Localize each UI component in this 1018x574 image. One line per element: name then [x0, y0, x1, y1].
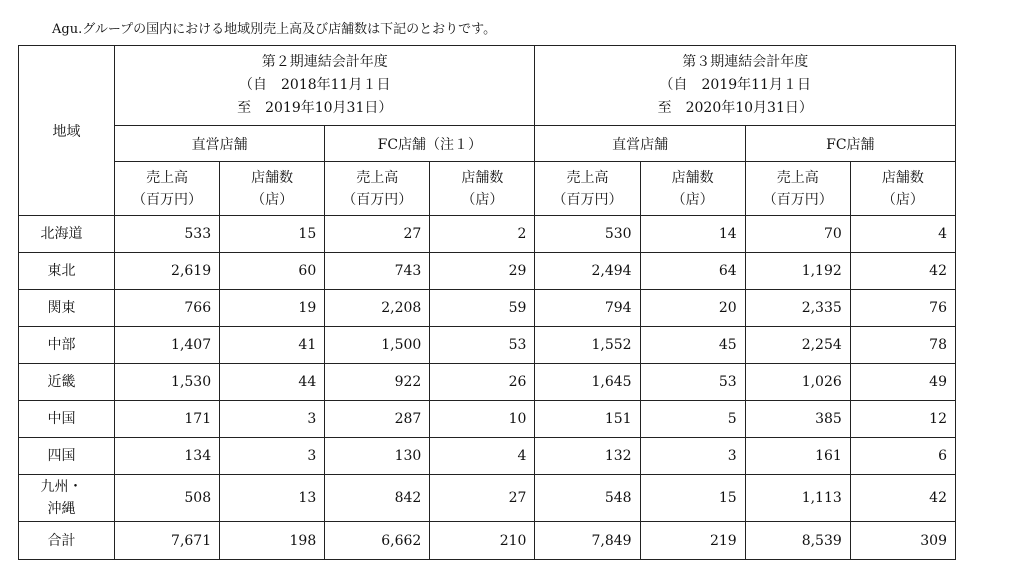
period-from: （自 2019年11月１日 — [659, 77, 811, 93]
period-title: 第３期連結会計年度 — [682, 54, 809, 70]
value-cell: 60 — [220, 253, 325, 290]
value-cell: 922 — [325, 364, 430, 401]
value-cell: 134 — [115, 438, 220, 475]
region-cell — [19, 475, 115, 522]
store-type-header: 直営店舗 — [535, 126, 745, 162]
value-cell: 27 — [430, 475, 535, 522]
metric-label: 売上高 — [356, 169, 399, 186]
value-cell: 1,645 — [535, 364, 640, 401]
regional-sales-table — [18, 45, 956, 560]
value-cell: 766 — [115, 290, 220, 327]
metric-unit: （店） — [881, 191, 924, 208]
value-cell: 210 — [430, 522, 535, 560]
store-type-header: FC店舗 — [745, 126, 955, 162]
value-cell: 130 — [325, 438, 430, 475]
value-cell: 287 — [325, 401, 430, 438]
value-cell: 1,026 — [745, 364, 850, 401]
metric-label: 売上高 — [776, 169, 819, 186]
value-cell: 53 — [430, 327, 535, 364]
value-cell: 78 — [850, 327, 955, 364]
header-row-metric — [19, 162, 956, 216]
table-row — [19, 290, 956, 327]
value-cell: 1,500 — [325, 327, 430, 364]
value-cell: 385 — [745, 401, 850, 438]
value-cell: 14 — [640, 216, 745, 253]
metric-header-cell — [220, 162, 325, 216]
metric-label: 店舗数 — [671, 169, 714, 186]
value-cell: 42 — [850, 475, 955, 522]
value-cell: 20 — [640, 290, 745, 327]
period-to: 至 2020年10月31日） — [657, 100, 813, 116]
value-cell: 1,113 — [745, 475, 850, 522]
region-name: 中国 — [47, 411, 76, 427]
value-cell: 41 — [220, 327, 325, 364]
value-cell: 70 — [745, 216, 850, 253]
value-cell: 7,849 — [535, 522, 640, 560]
metric-header-cell — [430, 162, 535, 216]
region-header-label: 地域 — [52, 123, 81, 140]
value-cell: 2,335 — [745, 290, 850, 327]
value-cell: 15 — [220, 216, 325, 253]
value-cell: 27 — [325, 216, 430, 253]
table-row — [19, 475, 956, 522]
value-cell: 171 — [115, 401, 220, 438]
value-cell: 5 — [640, 401, 745, 438]
region-header-cell — [19, 46, 115, 216]
table-row — [19, 364, 956, 401]
value-cell: 219 — [640, 522, 745, 560]
store-type-header: FC店舗（注１） — [325, 126, 535, 162]
value-cell: 198 — [220, 522, 325, 560]
value-cell: 6 — [850, 438, 955, 475]
region-name: 九州・ — [40, 479, 83, 495]
value-cell: 4 — [430, 438, 535, 475]
region-cell — [19, 364, 115, 401]
value-cell: 10 — [430, 401, 535, 438]
value-cell: 508 — [115, 475, 220, 522]
value-cell: 309 — [850, 522, 955, 560]
table-row — [19, 216, 956, 253]
metric-header-cell — [325, 162, 430, 216]
region-cell — [19, 216, 115, 253]
period-title: 第２期連結会計年度 — [261, 54, 388, 70]
metric-header-cell — [535, 162, 640, 216]
region-name: 四国 — [47, 448, 76, 464]
metric-header-cell — [640, 162, 745, 216]
value-cell: 59 — [430, 290, 535, 327]
value-cell: 13 — [220, 475, 325, 522]
value-cell: 794 — [535, 290, 640, 327]
table-row — [19, 438, 956, 475]
metric-header-cell — [850, 162, 955, 216]
value-cell: 76 — [850, 290, 955, 327]
region-cell — [19, 522, 115, 560]
header-row-period — [19, 46, 956, 126]
value-cell: 49 — [850, 364, 955, 401]
value-cell: 3 — [640, 438, 745, 475]
value-cell: 2,254 — [745, 327, 850, 364]
region-name: 近畿 — [47, 374, 76, 390]
region-cell — [19, 253, 115, 290]
period-to: 至 2019年10月31日） — [237, 100, 393, 116]
region-cell — [19, 327, 115, 364]
table-body — [19, 216, 956, 560]
region-cell — [19, 438, 115, 475]
value-cell: 26 — [430, 364, 535, 401]
value-cell: 161 — [745, 438, 850, 475]
metric-unit: （店） — [251, 191, 294, 208]
value-cell: 8,539 — [745, 522, 850, 560]
value-cell: 2 — [430, 216, 535, 253]
metric-label: 売上高 — [146, 169, 189, 186]
metric-header-cell — [745, 162, 850, 216]
metric-label: 店舗数 — [251, 169, 294, 186]
header-row-store-type — [19, 126, 956, 162]
table-row — [19, 401, 956, 438]
region-cell — [19, 290, 115, 327]
region-name: 沖縄 — [47, 501, 76, 517]
metric-label: 店舗数 — [461, 169, 504, 186]
value-cell: 530 — [535, 216, 640, 253]
intro-text: Agu.グループの国内における地域別売上高及び店舗数は下記のとおりです。 — [52, 22, 497, 37]
period-from: （自 2018年11月１日 — [239, 77, 391, 93]
table-row — [19, 253, 956, 290]
value-cell: 1,552 — [535, 327, 640, 364]
metric-unit: （百万円） — [342, 191, 413, 208]
metric-unit: （店） — [461, 191, 504, 208]
period-header-cell — [115, 46, 535, 126]
value-cell: 53 — [640, 364, 745, 401]
value-cell: 64 — [640, 253, 745, 290]
value-cell: 4 — [850, 216, 955, 253]
metric-unit: （百万円） — [552, 191, 623, 208]
value-cell: 6,662 — [325, 522, 430, 560]
region-name: 北海道 — [40, 226, 83, 242]
period-header-cell — [535, 46, 956, 126]
table-row — [19, 522, 956, 560]
region-cell — [19, 401, 115, 438]
value-cell: 533 — [115, 216, 220, 253]
value-cell: 19 — [220, 290, 325, 327]
value-cell: 151 — [535, 401, 640, 438]
value-cell: 45 — [640, 327, 745, 364]
value-cell: 2,619 — [115, 253, 220, 290]
value-cell: 42 — [850, 253, 955, 290]
value-cell: 15 — [640, 475, 745, 522]
region-name: 合計 — [47, 532, 76, 549]
metric-unit: （百万円） — [132, 191, 203, 208]
metric-label: 売上高 — [566, 169, 609, 186]
value-cell: 132 — [535, 438, 640, 475]
value-cell: 44 — [220, 364, 325, 401]
table-row — [19, 327, 956, 364]
value-cell: 743 — [325, 253, 430, 290]
metric-header-cell — [115, 162, 220, 216]
value-cell: 548 — [535, 475, 640, 522]
value-cell: 2,494 — [535, 253, 640, 290]
metric-label: 店舗数 — [881, 169, 924, 186]
value-cell: 1,192 — [745, 253, 850, 290]
value-cell: 842 — [325, 475, 430, 522]
value-cell: 29 — [430, 253, 535, 290]
value-cell: 1,530 — [115, 364, 220, 401]
region-name: 関東 — [47, 300, 76, 316]
value-cell: 1,407 — [115, 327, 220, 364]
value-cell: 2,208 — [325, 290, 430, 327]
region-name: 東北 — [47, 263, 76, 279]
metric-unit: （百万円） — [762, 191, 833, 208]
value-cell: 3 — [220, 438, 325, 475]
metric-unit: （店） — [671, 191, 714, 208]
value-cell: 7,671 — [115, 522, 220, 560]
store-type-header: 直営店舗 — [115, 126, 325, 162]
value-cell: 3 — [220, 401, 325, 438]
region-name: 中部 — [47, 337, 76, 353]
value-cell: 12 — [850, 401, 955, 438]
